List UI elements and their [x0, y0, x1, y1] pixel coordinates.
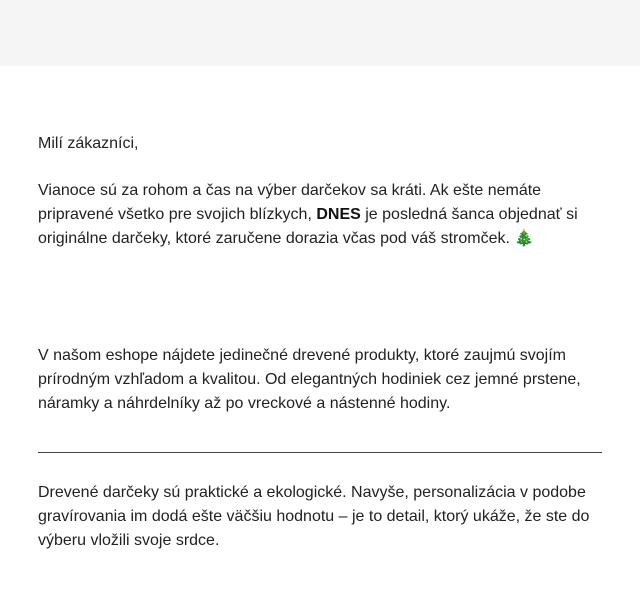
intro-highlight: DNES [316, 206, 361, 223]
greeting: Milí zákazníci, [38, 135, 139, 152]
intro-text-end: je posledná šanca objednať si originálne darčeky, ktoré zaručene dorazia včas pod váš stromček. 🎄 [38, 206, 578, 247]
intro-paragraph [38, 179, 604, 251]
divider [38, 452, 602, 453]
intro-text-start: Vianoce sú za rohom a čas na výber darčekov sa kráti. Ak ešte nemáte pripravené všetko pre svojich blízkych, [38, 182, 542, 223]
email-header-band [0, 0, 640, 66]
products-paragraph: V našom eshope nájdete jedinečné drevené produkty, ktoré zaujmú svojím prírodným vzhľadom a kvalitou. Od elegantných hodiniek cez jemné prstene, náramky a náhrdelníky až po vreckové a nástenné hodiny. [38, 347, 581, 412]
benefits-paragraph: Drevené darčeky sú praktické a ekologické. Navyše, personalizácia v podobe gravírovania im dodá ešte väčšiu hodnotu – je to detail, ktorý ukáže, že ste do výberu vložili svoje srdce. [38, 484, 590, 549]
